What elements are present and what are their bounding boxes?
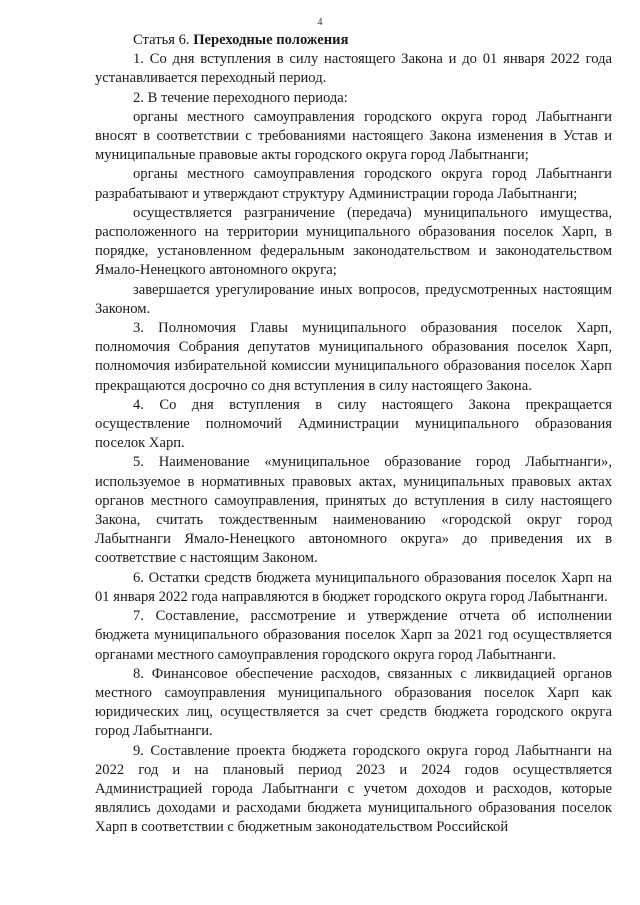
paragraph: осуществляется разграничение (передача) муниципального имущества, расположенного на территории муниципального образования поселок Харп, в порядке, установленном федеральным законодательством и законодательством Ямало-Ненецкого автономного округа; (95, 204, 612, 279)
paragraph: завершается урегулирование иных вопросов, предусмотренных настоящим Законом. (95, 281, 612, 317)
article-prefix: Статья 6. (133, 32, 190, 48)
paragraph: 2. В течение переходного периода: (133, 89, 348, 106)
paragraph: 3. Полномочия Главы муниципального образования поселок Харп, полномочия Собрания депутатов муниципального образования поселок Харп, полномочия избирательной комиссии муниципального образования поселок Харп прекращаются досрочно со дня вступления в силу настоящего Закона. (95, 320, 612, 394)
paragraph: 9. Составление проекта бюджета городского округа город Лабытнанги на 2022 год и на плановый период 2023 и 2024 годов осуществляется Администрацией города Лабытнанги с учетом доходов и расходов, которые являлись доходами и расходами бюджета муниципального образования поселок Харп в соответствии с бюджетным законодательством Российской (95, 742, 612, 836)
paragraph: органы местного самоуправления городского округа город Лабытнанги разрабатывают и утверждают структуру Администрации города Лабытнанги; (95, 166, 612, 202)
article-heading (95, 31, 612, 50)
paragraph: 1. Со дня вступления в силу настоящего Закона и до 01 января 2022 года устанавливается переходный период. (95, 51, 612, 87)
document-body (95, 31, 612, 838)
paragraph: 7. Составление, рассмотрение и утверждение отчета об исполнении бюджета муниципального образования поселок Харп за 2021 год осуществляется органами местного самоуправления городского округа город Лабытнанги. (95, 608, 612, 663)
paragraph: органы местного самоуправления городского округа город Лабытнанги вносят в соответствии с требованиями настоящего Закона изменения в Устав и муниципальные правовые акты городского округа город Лабытнанги; (95, 108, 612, 164)
article-title: Переходные положения (193, 32, 349, 48)
paragraph: 8. Финансовое обеспечение расходов, связанных с ликвидацией органов местного самоуправления муниципального образования поселок Харп как юридических лиц, осуществляется за счет средств бюджета городского округа город Лабытнанги. (95, 665, 612, 740)
paragraph: 4. Со дня вступления в силу настоящего Закона прекращается осуществление полномочий Администрации муниципального образования поселок Харп. (95, 396, 612, 452)
page-number: 4 (317, 17, 323, 28)
paragraph: 6. Остатки средств бюджета муниципального образования поселок Харп на 01 января 2022 года направляются в бюджет городского округа город Лабытнанги. (95, 569, 612, 605)
paragraph: 5. Наименование «муниципальное образование город Лабытнанги», используемое в нормативных правовых актах, муниципальных правовых актах органов местного самоуправления, принятых до вступления в силу настоящего Закона, считать тождественным наименованию «городской округ город Лабытнанги Ямало-Ненецкого автономного округа» до приведения их в соответствие с настоящим Законом. (95, 454, 612, 567)
